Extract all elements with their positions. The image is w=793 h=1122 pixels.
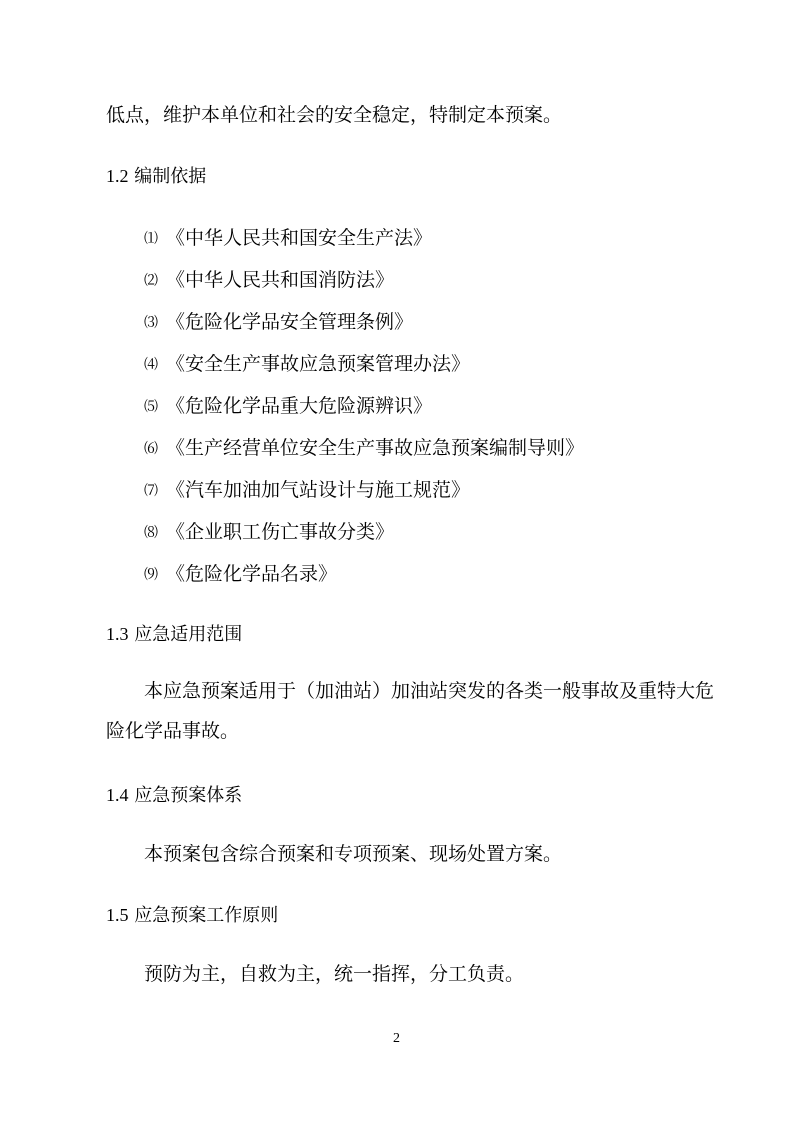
- scope-paragraph-line-1: 本应急预案适用于（加油站）加油站突发的各类一般事故及重特大危: [144, 680, 715, 702]
- reference-title: 《生产经营单位安全生产事故应急预案编制导则》: [166, 437, 585, 459]
- reference-item-1: [144, 226, 432, 251]
- section-heading-1-5: [106, 903, 278, 928]
- section-number: 1.4: [106, 785, 129, 805]
- section-title: 应急预案体系: [134, 785, 243, 806]
- reference-title: 《安全生产事故应急预案管理办法》: [166, 353, 471, 375]
- opening-paragraph-line: 低点，维护本单位和社会的安全稳定，特制定本预案。: [106, 104, 563, 126]
- reference-number: ⑹: [144, 441, 158, 457]
- reference-number: ⑴: [144, 231, 158, 247]
- section-title: 应急适用范围: [134, 624, 243, 645]
- section-number: 1.5: [106, 905, 129, 925]
- reference-title: 《危险化学品重大危险源辨识》: [166, 395, 433, 417]
- reference-item-8: [144, 520, 394, 545]
- section-title: 编制依据: [134, 166, 207, 187]
- reference-number: ⑼: [144, 567, 158, 583]
- principle-paragraph: 预防为主，自救为主，统一指挥，分工负责。: [144, 963, 525, 985]
- reference-number: ⑸: [144, 399, 158, 415]
- reference-item-3: [144, 310, 413, 335]
- section-number: 1.3: [106, 624, 129, 644]
- scope-paragraph-line-2: 险化学品事故。: [106, 720, 240, 742]
- reference-item-9: [144, 562, 337, 587]
- reference-title: 《中华人民共和国安全生产法》: [166, 227, 433, 249]
- reference-title: 《企业职工伤亡事故分类》: [166, 521, 395, 543]
- reference-item-4: [144, 352, 470, 377]
- reference-item-7: [144, 478, 470, 503]
- section-heading-1-3: [106, 622, 242, 647]
- reference-title: 《危险化学品安全管理条例》: [166, 311, 414, 333]
- system-paragraph: 本预案包含综合预案和专项预案、现场处置方案。: [144, 843, 563, 865]
- reference-item-6: [144, 436, 584, 461]
- page-number: 2: [393, 1031, 400, 1046]
- reference-number: ⑺: [144, 483, 158, 499]
- reference-number: ⑵: [144, 273, 158, 289]
- section-number: 1.2: [106, 166, 129, 186]
- reference-title: 《中华人民共和国消防法》: [166, 269, 395, 291]
- section-heading-1-4: [106, 783, 242, 808]
- reference-number: ⑻: [144, 525, 158, 541]
- reference-title: 《汽车加油加气站设计与施工规范》: [166, 479, 471, 501]
- reference-number: ⑶: [144, 315, 158, 331]
- section-title: 应急预案工作原则: [134, 905, 279, 926]
- reference-item-5: [144, 394, 432, 419]
- reference-item-2: [144, 268, 394, 293]
- reference-number: ⑷: [144, 357, 158, 373]
- section-heading-1-2: [106, 164, 206, 189]
- reference-title: 《危险化学品名录》: [166, 563, 338, 585]
